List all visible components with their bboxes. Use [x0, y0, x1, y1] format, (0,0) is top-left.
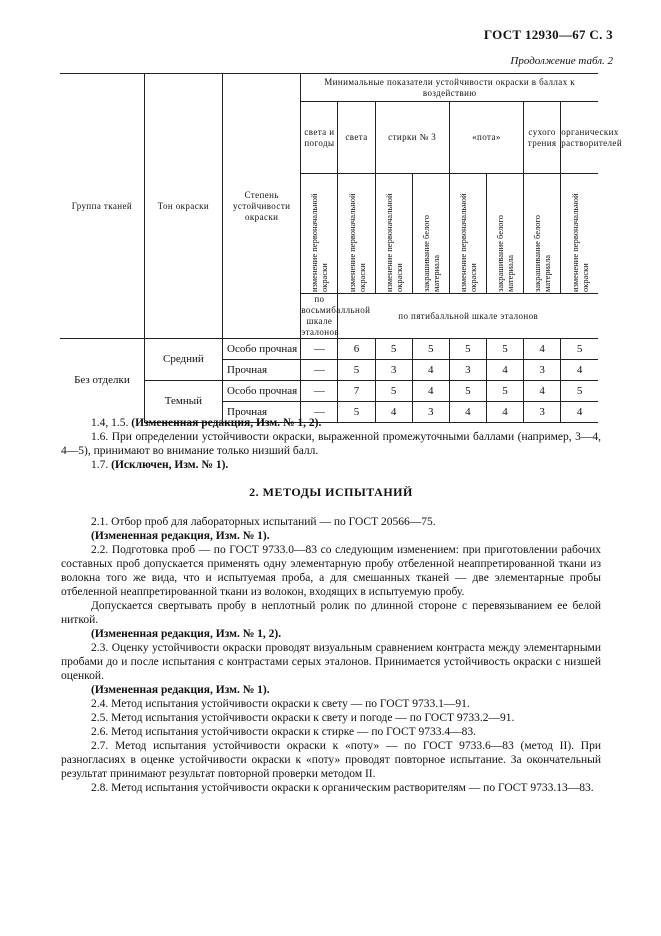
value-cell: 4 [375, 402, 412, 423]
section-title: 2. МЕТОДЫ ИСПЫТАНИЙ [249, 485, 413, 499]
col-head-degree: Степень устойчивости окраски [223, 74, 301, 339]
subhead-change: изменение первоначальной окраски [561, 174, 598, 294]
body-text-methods [61, 515, 601, 795]
paragraph-2-3-amend: (Измененная редакция, Изм. № 1). [91, 684, 270, 696]
value-cell: 5 [375, 339, 412, 360]
col-head-min-indicators: Минимальные показатели устойчивости окраски в баллах к воздействию [301, 74, 598, 102]
paragraph-2-5: 2.5. Метод испытания устойчивости окраски к свету и погоде — по ГОСТ 9733.2—91. [91, 712, 515, 724]
paragraph-2-1: 2.1. Отбор проб для лабораторных испытаний — по ГОСТ 20566—75. [91, 516, 436, 528]
tone-name: Темный [144, 381, 222, 423]
value-cell: 3 [524, 402, 561, 423]
value-cell: 5 [449, 339, 486, 360]
paragraph-2-2-amend: (Измененная редакция, Изм. № 1, 2). [91, 628, 282, 640]
value-cell: 4 [561, 402, 598, 423]
scale-eight-point: по восьмибалльной шкале эталонов [301, 294, 371, 337]
paragraph-2-4: 2.4. Метод испытания устойчивости окраски к свету — по ГОСТ 9733.1—91. [91, 698, 470, 710]
paragraph-2-8: 2.8. Метод испытания устойчивости окраски к органическим растворителям — по ГОСТ 9733.13—83. [91, 782, 594, 794]
value-cell: 5 [375, 381, 412, 402]
value-cell: 4 [524, 381, 561, 402]
subhead-stain: закрашивание белого материала [486, 174, 523, 294]
body-text-top [61, 416, 601, 472]
value-cell: — [301, 381, 338, 402]
factor-dry-rubbing: сухого трения [524, 102, 561, 174]
value-cell: — [301, 402, 338, 423]
value-cell: 5 [561, 381, 598, 402]
value-cell: 4 [449, 402, 486, 423]
factor-solvents: органических растворителей [561, 102, 598, 174]
paragraph-2-2: 2.2. Подготовка проб — по ГОСТ 9733.0—83 со следующим изменением: при приготовлении рабочих составных проб допускается применять одну элементарную пробу отбеленной неаппретированной ткани из волокна того же вида, что и испытуемая проба, а для смешанных тканей — две элементарные пробы отбеленной неаппретированной ткани из волокон, входящих в испытуемую пробу. [61, 544, 601, 598]
value-cell: 3 [524, 360, 561, 381]
value-cell: 3 [412, 402, 449, 423]
value-cell: 5 [412, 339, 449, 360]
paragraph-1-4: 1.4, 1.5. (Измененная редакция, Изм. № 1, 2). [91, 417, 322, 429]
value-cell: — [301, 339, 338, 360]
subhead-change: изменение первоначальной окраски [301, 174, 338, 294]
value-cell: 5 [486, 381, 523, 402]
value-cell: 3 [375, 360, 412, 381]
degree-label: Прочная [223, 360, 301, 381]
factor-sweat: «пота» [449, 102, 523, 174]
paragraph-2-6: 2.6. Метод испытания устойчивости окраски к стирке — по ГОСТ 9733.4—83. [91, 726, 477, 738]
paragraph-2-2b: Допускается свертывать пробу в неплотный ролик по длинной стороне с перевязыванием ее белой ниткой. [61, 600, 601, 626]
factor-light: света [338, 102, 375, 174]
value-cell: 6 [338, 339, 375, 360]
value-cell: 5 [338, 360, 375, 381]
value-cell: 4 [486, 402, 523, 423]
factor-light-weather: света и погоды [301, 102, 338, 174]
value-cell: 4 [561, 360, 598, 381]
value-cell: 4 [486, 360, 523, 381]
table-continuation-label: Продолжение табл. 2 [510, 55, 613, 67]
col-head-tone: Тон окраски [144, 74, 222, 339]
subhead-change: изменение первоначальной окраски [449, 174, 486, 294]
value-cell: — [301, 360, 338, 381]
degree-label: Особо прочная [223, 381, 301, 402]
value-cell: 5 [449, 381, 486, 402]
value-cell: 5 [561, 339, 598, 360]
fastness-table [60, 73, 623, 423]
paragraph-2-7: 2.7. Метод испытания устойчивости окраски к «поту» — по ГОСТ 9733.6—83 (метод II). При разногласиях в оценке устойчивости окраски к «поту» проводят повторное испытание. За окончательный результат принимают результат повторной проверки методом II. [61, 740, 601, 780]
paragraph-2-3: 2.3. Оценку устойчивости окраски проводят визуальным сравнением контраста между элементарными пробами до и после испытания с контрастами серых эталонов. Принимается устойчивость окраски с низшей оценкой. [61, 642, 601, 682]
value-cell: 4 [412, 360, 449, 381]
value-cell: 5 [338, 402, 375, 423]
degree-label: Особо прочная [223, 339, 301, 360]
col-head-group: Группа тканей [60, 74, 144, 339]
value-cell: 4 [412, 381, 449, 402]
value-cell: 4 [524, 339, 561, 360]
value-cell: 3 [449, 360, 486, 381]
paragraph-2-1-amend: (Измененная редакция, Изм. № 1). [91, 530, 270, 542]
paragraph-1-7: 1.7. (Исключен, Изм. № 1). [91, 459, 229, 471]
degree-label: Прочная [223, 402, 301, 423]
factor-washing: стирки № 3 [375, 102, 449, 174]
value-cell: 5 [486, 339, 523, 360]
subhead-change: изменение первоначальной окраски [375, 174, 412, 294]
tone-name: Средний [144, 339, 222, 381]
paragraph-1-6: 1.6. При определении устойчивости окраски, выраженной промежуточными баллами (например, 3—4, 4—5), принимают во внимание только низший балл. [61, 431, 601, 457]
scale-five-point: по пятибалльной шкале эталонов [338, 294, 598, 339]
value-cell: 7 [338, 381, 375, 402]
group-name: Без отделки [60, 339, 144, 423]
subhead-stain: закрашивание белого материала [524, 174, 561, 294]
subhead-change: изменение первоначальной окраски [338, 174, 375, 294]
subhead-stain: закрашивание белого материала [412, 174, 449, 294]
page-header: ГОСТ 12930—67 С. 3 [483, 27, 613, 42]
